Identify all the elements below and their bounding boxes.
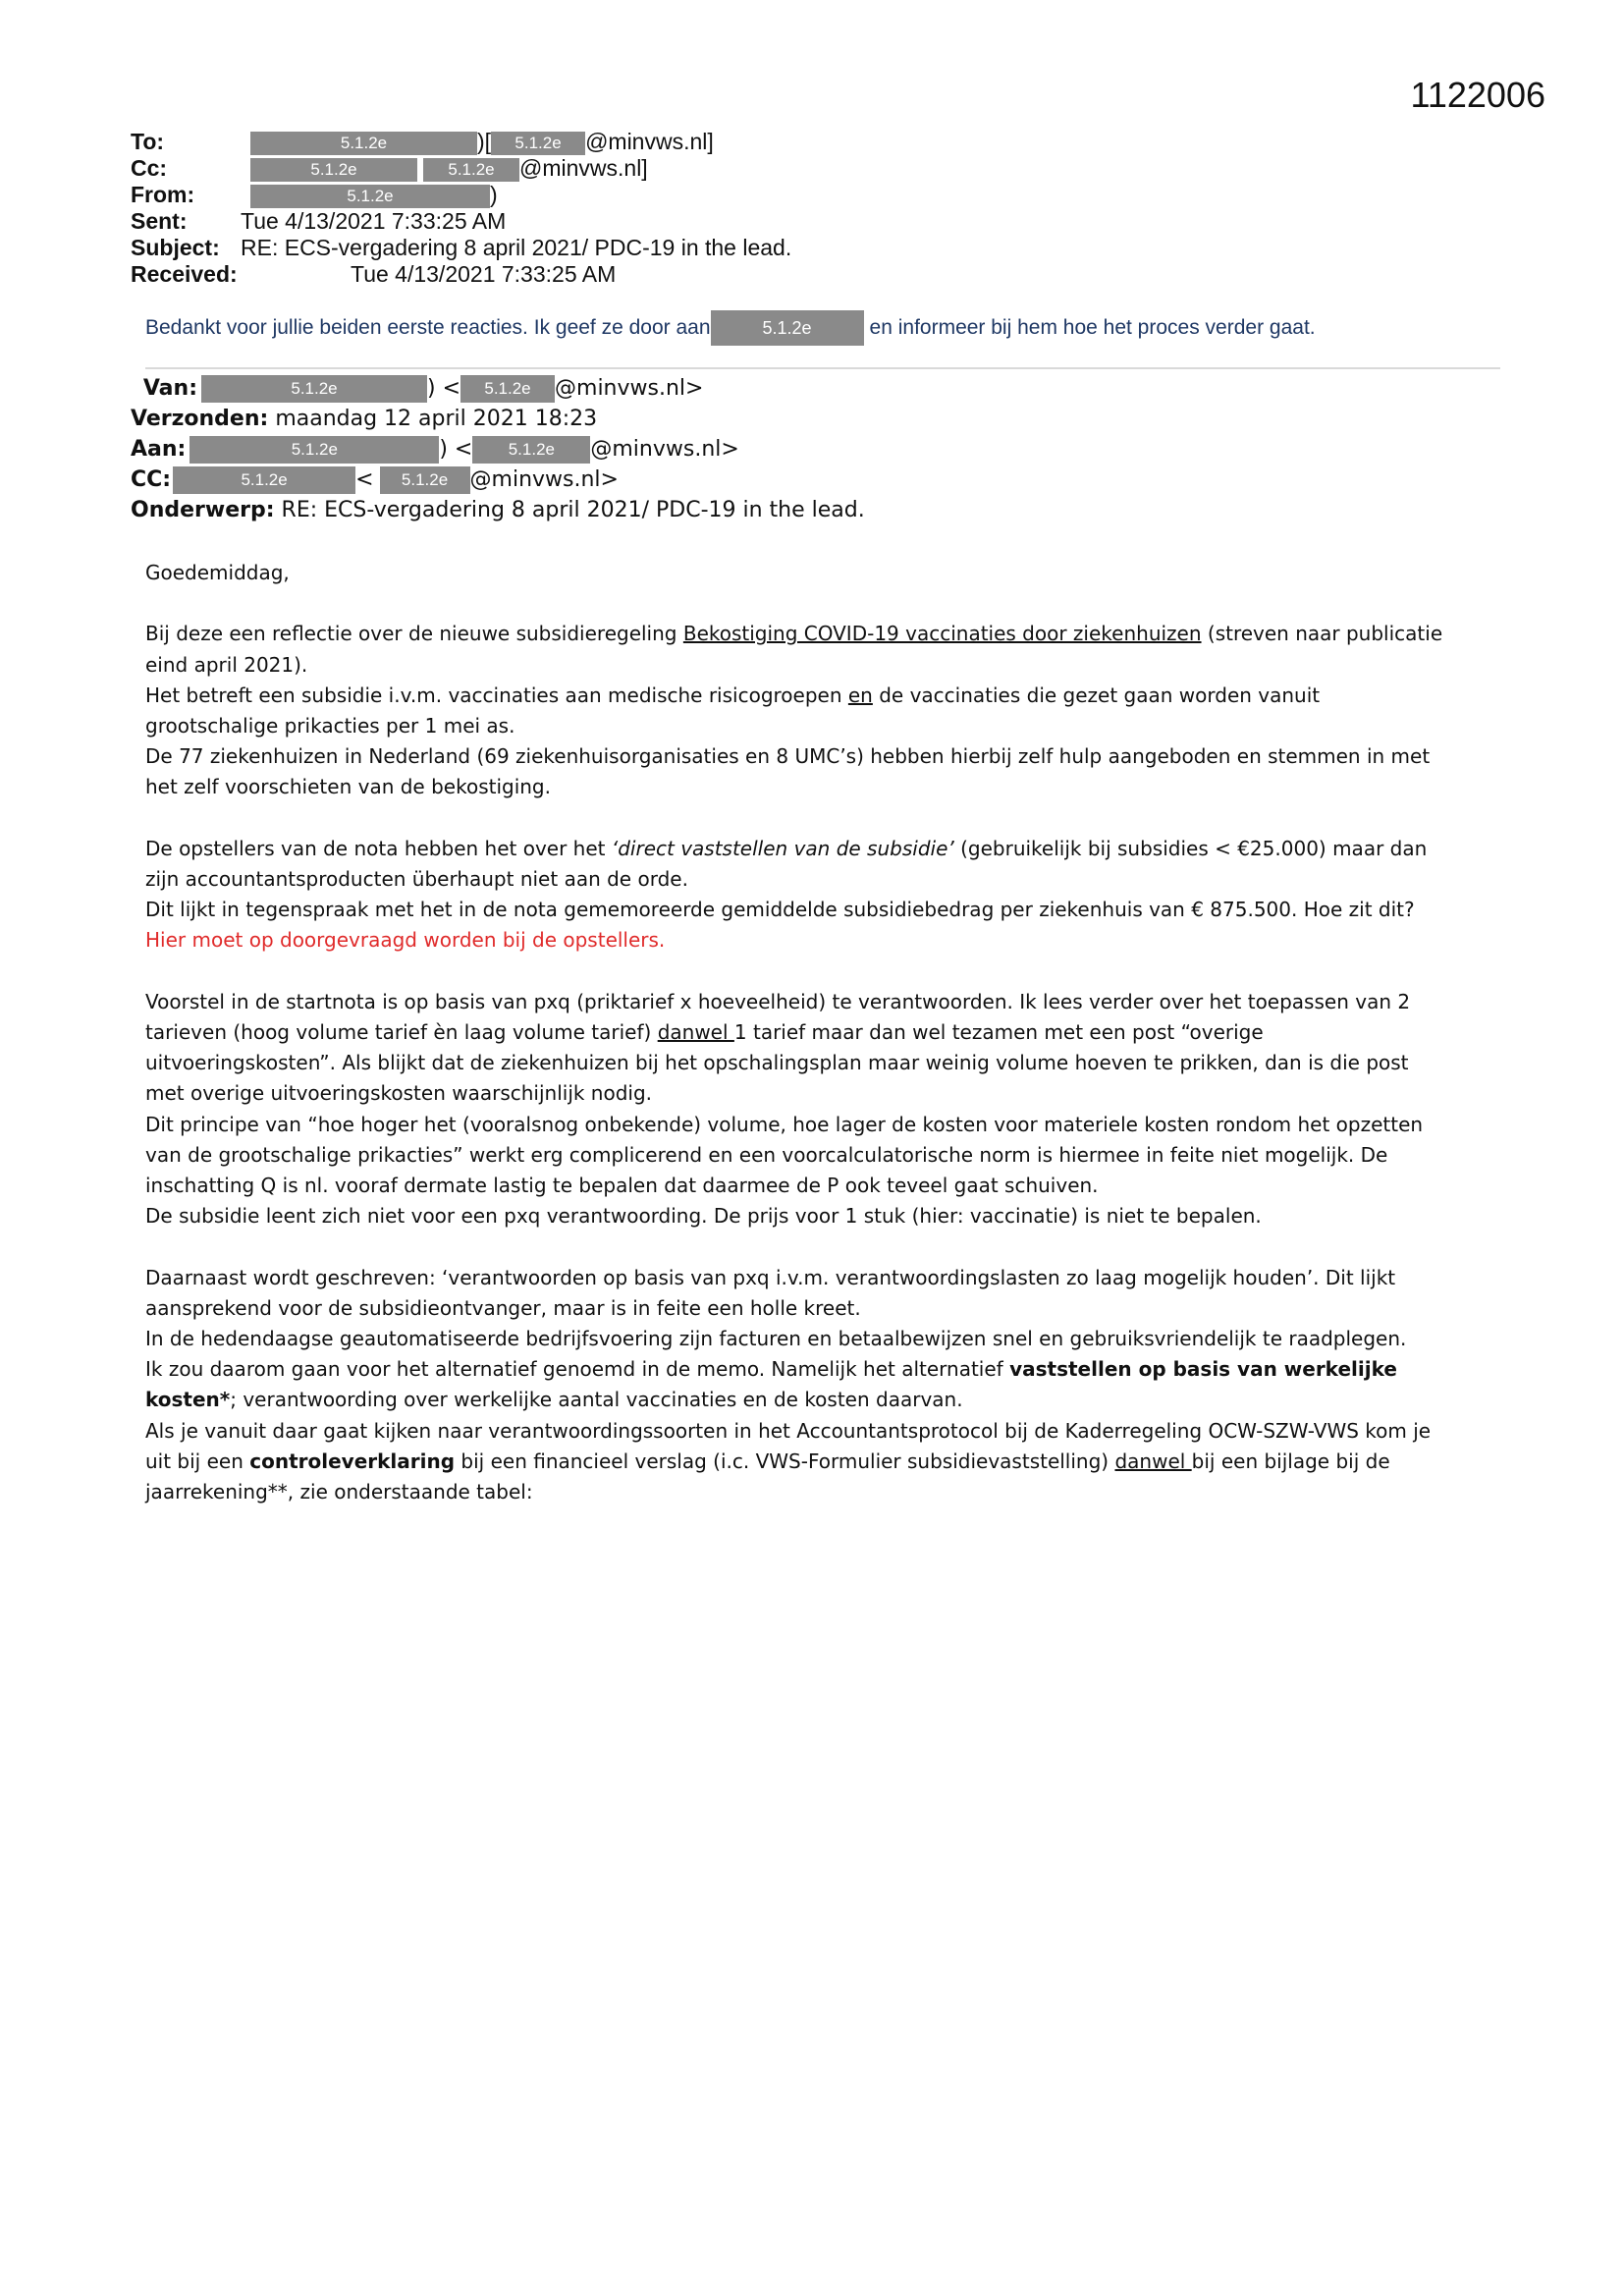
paragraph-2 — [145, 834, 1505, 957]
text-line: met overige uitvoeringskosten waarschijnlijk nodig. — [145, 1081, 653, 1106]
onderwerp-row — [131, 495, 865, 525]
verzonden-value: maandag 12 april 2021 18:23 — [275, 407, 598, 431]
text-line: In de hedendaagse geautomatiseerde bedrijfsvoering zijn facturen en betaalbewijzen snel en gebruiksvriendelijk te raadplegen. — [145, 1327, 1407, 1351]
redaction-box: 5.1.2e — [173, 466, 355, 494]
sent-value: Tue 4/13/2021 7:33:25 AM — [241, 208, 507, 234]
bold-text: kosten* — [145, 1388, 231, 1412]
bold-text: vaststellen op basis van werkelijke — [1009, 1357, 1397, 1382]
subject-label: Subject: — [131, 235, 220, 260]
warning-note: Hier moet op doorgevraagd worden bij de opstellers. — [145, 928, 666, 953]
cc-domain: @minvws.nl] — [519, 155, 648, 181]
paragraph-3 — [145, 987, 1505, 1232]
text-line: eind april 2021). — [145, 652, 308, 677]
verzonden-label: Verzonden: — [131, 407, 269, 431]
cc2-domain: @minvws.nl> — [469, 467, 619, 492]
aan-domain: @minvws.nl> — [590, 437, 739, 462]
underlined-danwel: danwel — [1114, 1449, 1192, 1473]
van-domain: @minvws.nl> — [555, 376, 704, 401]
text-line: zijn accountantsproducten überhaupt niet aan de orde. — [145, 867, 688, 891]
text: de vaccinaties die gezet gaan worden vanuit — [872, 683, 1321, 707]
redaction-box: 5.1.2e — [460, 375, 555, 403]
to-row — [131, 129, 791, 155]
paragraph-4 — [145, 1263, 1505, 1508]
sent-label: Sent: — [131, 208, 188, 234]
text-line: het zelf voorschieten van de bekostiging. — [145, 775, 551, 799]
bold-text: controleverklaring — [249, 1449, 456, 1473]
aan-row — [131, 434, 865, 465]
onderwerp-value: RE: ECS-vergadering 8 april 2021/ PDC-19 in the lead. — [281, 498, 865, 522]
text: De opstellers van de nota hebben het over het — [145, 836, 612, 860]
text-line: De 77 ziekenhuizen in Nederland (69 ziekenhuisorganisaties en 8 UMC’s) hebben hierbij zelf hulp aangeboden en stemmen in met — [145, 744, 1431, 769]
redaction-box: 5.1.2e — [250, 132, 477, 155]
redaction-box: 5.1.2e — [250, 185, 490, 208]
subject-value: RE: ECS-vergadering 8 april 2021/ PDC-19 in the lead. — [241, 235, 792, 260]
text-line: aansprekend voor de subsidieontvanger, maar is in feite een holle kreet. — [145, 1295, 861, 1320]
redaction-box: 5.1.2e — [491, 132, 585, 155]
redaction-box: 5.1.2e — [201, 375, 427, 403]
van-label: Van: — [142, 376, 197, 401]
text: Het betreft een subsidie i.v.m. vaccinaties aan medische risicogroepen — [145, 683, 848, 707]
text-line: Dit principe van “hoe hoger het (vooralsnog onbekende) volume, hoe lager de kosten voor materiele kosten rondom het opzetten — [145, 1112, 1424, 1136]
received-label: Received: — [131, 261, 238, 287]
paragraph-1 — [145, 619, 1505, 802]
text: (gebruikelijk bij subsidies < €25.000) maar dan — [953, 836, 1428, 860]
cc2-label: CC: — [131, 467, 172, 492]
underlined-danwel: danwel — [657, 1020, 734, 1044]
subject-row — [131, 235, 791, 261]
regulation-name: Bekostiging COVID-19 vaccinaties door ziekenhuizen — [682, 622, 1202, 646]
text: (streven naar publicatie — [1201, 622, 1443, 646]
to-label: To: — [131, 129, 165, 154]
divider — [145, 367, 1500, 369]
email-header — [131, 129, 791, 288]
to-domain: @minvws.nl] — [585, 129, 714, 154]
redaction-box: 5.1.2e — [250, 158, 417, 182]
redaction-box: 5.1.2e — [711, 310, 864, 346]
text: bij een bijlage bij de — [1191, 1449, 1390, 1473]
text: bij een financieel verslag (i.c. VWS-Formulier subsidievaststelling) — [455, 1449, 1115, 1473]
text-line: inschatting Q is nl. vooraf dermate lastig te bepalen dat daarmee de P ook teveel gaat schuiven. — [145, 1174, 1099, 1198]
sent-row — [131, 208, 791, 235]
text-line: Voorstel in de startnota is op basis van pxq (priktarief x hoeveelheid) te verantwoorden. Ik lees verder over het toepassen van 2 — [145, 989, 1411, 1013]
aan-separator: ) < — [439, 437, 473, 462]
redaction-box: 5.1.2e — [472, 436, 590, 464]
received-value: Tue 4/13/2021 7:33:25 AM — [351, 261, 617, 287]
document-id: 1122006 — [1410, 75, 1545, 115]
redaction-box: 5.1.2e — [423, 158, 519, 182]
from-tail: ) — [490, 182, 498, 207]
email-body — [145, 558, 1505, 1538]
received-row — [131, 261, 791, 288]
greeting: Goedemiddag, — [145, 561, 290, 584]
aan-label: Aan: — [131, 437, 187, 462]
redaction-box: 5.1.2e — [189, 436, 439, 464]
text-line: grootschalige prikacties per 1 mei as. — [145, 714, 515, 738]
italic-quote: ‘direct vaststellen van de subsidie’ — [611, 836, 954, 860]
text-line: jaarrekening**, zie onderstaande tabel: — [145, 1480, 533, 1504]
text: tarieven (hoog volume tarief èn laag volume tarief) — [145, 1020, 658, 1044]
cc2-separator: < — [355, 467, 374, 492]
cc-row — [131, 155, 791, 182]
cc-label: Cc: — [131, 155, 168, 181]
text-line: De subsidie leent zich niet voor een pxq verantwoording. De prijs voor 1 stuk (hier: vaccinatie) is niet te bepalen. — [145, 1204, 1262, 1229]
text: uit bij een — [145, 1449, 250, 1473]
text-line: Als je vanuit daar gaat kijken naar verantwoordingssoorten in het Accountantsprotocol bij de Kaderregeling OCW-SZW-VWS kom je — [145, 1418, 1432, 1443]
reply-intro — [145, 310, 1520, 346]
redaction-box: 5.1.2e — [380, 466, 470, 494]
text: 1 tarief maar dan wel tezamen met een post “overige — [733, 1020, 1264, 1044]
text: ; verantwoording over werkelijke aantal vaccinaties en de kosten daarvan. — [230, 1388, 963, 1412]
underlined-en: en — [847, 683, 873, 707]
text: Ik zou daarom gaan voor het alternatief genoemd in de memo. Namelijk het alternatief — [145, 1357, 1010, 1382]
quoted-header — [131, 373, 865, 525]
text-line: uitvoeringskosten”. Als blijkt dat de ziekenhuizen bij het opschalingsplan maar weinig volume hoeven te prikken, dan is die post — [145, 1051, 1409, 1075]
text: Bij deze een reflectie over de nieuwe subsidieregeling — [145, 622, 683, 646]
text-line: Daarnaast wordt geschreven: ‘verantwoorden op basis van pxq i.v.m. verantwoordingslasten zo laag mogelijk houden’. Dit lijkt — [145, 1265, 1396, 1289]
text-line: Dit lijkt in tegenspraak met het in de nota gememoreerde gemiddelde subsidiebedrag per ziekenhuis van € 875.500. Hoe zit dit? — [145, 898, 1415, 922]
text-line: van de grootschalige prikacties” werkt erg complicerend en een voorcalculatorische norm is hiermee in feite niet mogelijk. De — [145, 1142, 1388, 1167]
verzonden-row — [131, 404, 865, 434]
van-separator: ) < — [427, 376, 461, 401]
intro-text: Bedankt voor jullie beiden eerste reacties. Ik geef ze door aan — [145, 316, 711, 339]
from-label: From: — [131, 182, 195, 207]
intro-text-end: en informeer bij hem hoe het proces verder gaat. — [869, 316, 1316, 339]
to-separator: )[ — [477, 129, 492, 154]
from-row — [131, 182, 791, 208]
van-row — [131, 373, 865, 404]
onderwerp-label: Onderwerp: — [131, 498, 275, 522]
cc2-row — [131, 465, 865, 495]
